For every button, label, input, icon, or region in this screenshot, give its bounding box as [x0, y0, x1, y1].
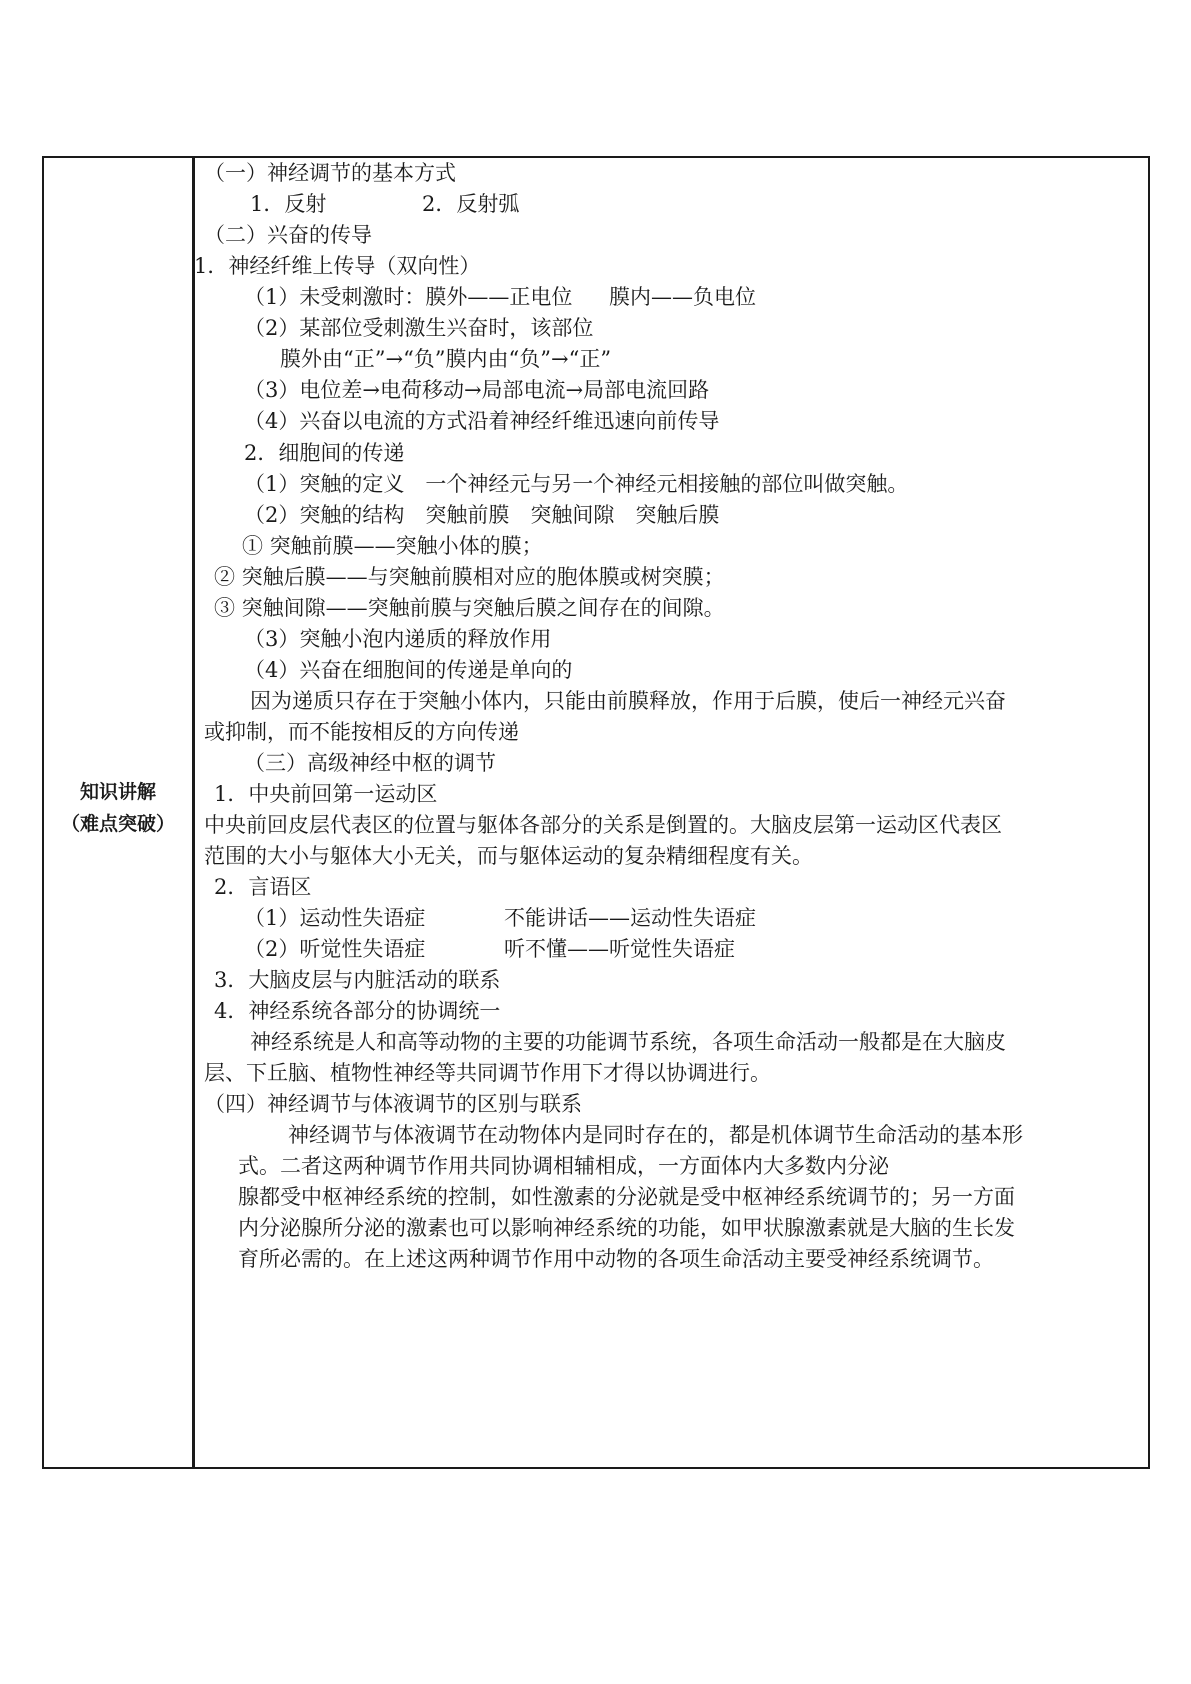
circled-item-2: ② 突触后膜——与突触前膜相对应的胞体膜或树突膜； — [214, 565, 725, 589]
item-reflex: 1．反射 — [250, 192, 327, 216]
paragraph-line: 式。二者这两种调节作用共同协调相辅相成，一方面体内大多数内分泌 — [238, 1154, 889, 1178]
circled-item-1: ① 突触前膜——突触小体的膜； — [242, 534, 543, 558]
section-heading-2: （二）兴奋的传导 — [204, 223, 372, 247]
subheading-synapse: 2．细胞间的传递 — [244, 441, 405, 465]
row-label-title: 知识讲解 — [79, 781, 156, 803]
paragraph-line: 层、下丘脑、植物性神经等共同调节作用下才得以协调进行。 — [204, 1061, 771, 1085]
section-heading-3: （三）高级神经中枢的调节 — [244, 751, 496, 775]
paragraph-line: 或抑制，而不能按相反的方向传递 — [204, 720, 519, 744]
item-motor-aphasia-detail: 不能讲话——运动性失语症 — [504, 906, 756, 930]
item-auditory-aphasia: （2）听觉性失语症 — [244, 937, 426, 961]
item-current: （3）电位差→电荷移动→局部电流→局部电流回路 — [244, 378, 710, 402]
paragraph-line: 范围的大小与躯体大小无关，而与躯体运动的复杂精细程度有关。 — [204, 844, 813, 868]
item-excited-detail: 膜外由“正”→“负”膜内由“负”→“正” — [280, 347, 612, 371]
subheading-motor: 1．中央前回第一运动区 — [214, 782, 438, 806]
paragraph-line: 育所必需的。在上述这两种调节作用中动物的各项生命活动主要受神经系统调节。 — [238, 1247, 994, 1271]
item-vesicle: （3）突触小泡内递质的释放作用 — [244, 627, 552, 651]
section-heading-1: （一）神经调节的基本方式 — [204, 161, 456, 185]
item-conduction: （4）兴奋以电流的方式沿着神经纤维迅速向前传导 — [244, 409, 720, 433]
subheading-coordination: 4．神经系统各部分的协调统一 — [214, 999, 501, 1023]
row-label — [44, 776, 192, 840]
paragraph-line: 中央前回皮层代表区的位置与躯体各部分的关系是倒置的。大脑皮层第一运动区代表区 — [204, 813, 1002, 837]
item-auditory-aphasia-detail: 听不懂——听觉性失语症 — [504, 937, 735, 961]
item-excited: （2）某部位受刺激生兴奋时，该部位 — [244, 316, 594, 340]
paragraph-line: 腺都受中枢神经系统的控制，如性激素的分泌就是受中枢神经系统调节的；另一方面 — [238, 1185, 1015, 1209]
paragraph-line: 内分泌腺所分泌的激素也可以影响神经系统的功能，如甲状腺激素就是大脑的生长发 — [238, 1216, 1015, 1240]
item-resting: （1）未受刺激时：膜外——正电位 — [244, 285, 573, 309]
item-reflex-arc: 2．反射弧 — [422, 192, 520, 216]
paragraph-line: 神经调节与体液调节在动物体内是同时存在的，都是机体调节生命活动的基本形 — [288, 1123, 1023, 1147]
paragraph-line: 神经系统是人和高等动物的主要的功能调节系统，各项生命活动一般都是在大脑皮 — [250, 1030, 1006, 1054]
subheading-visceral: 3．大脑皮层与内脏活动的联系 — [214, 968, 501, 992]
item-synapse-struct: （2）突触的结构 突触前膜 突触间隙 突触后膜 — [244, 503, 720, 527]
item-motor-aphasia: （1）运动性失语症 — [244, 906, 426, 930]
subheading-fiber: 1．神经纤维上传导（双向性） — [194, 254, 481, 278]
item-synapse-def: （1）突触的定义 一个神经元与另一个神经元相接触的部位叫做突触。 — [244, 472, 909, 496]
circled-item-3: ③ 突触间隙——突触前膜与突触后膜之间存在的间隙。 — [214, 596, 725, 620]
paragraph-line: 因为递质只存在于突触小体内，只能由前膜释放，作用于后膜，使后一神经元兴奋 — [250, 689, 1006, 713]
item-resting-inner: 膜内——负电位 — [609, 285, 756, 309]
item-one-way: （4）兴奋在细胞间的传递是单向的 — [244, 658, 573, 682]
subheading-speech: 2．言语区 — [214, 875, 312, 899]
column-divider — [192, 156, 195, 1469]
row-label-subtitle: （难点突破） — [60, 813, 175, 835]
section-heading-4: （四）神经调节与体液调节的区别与联系 — [204, 1092, 582, 1116]
